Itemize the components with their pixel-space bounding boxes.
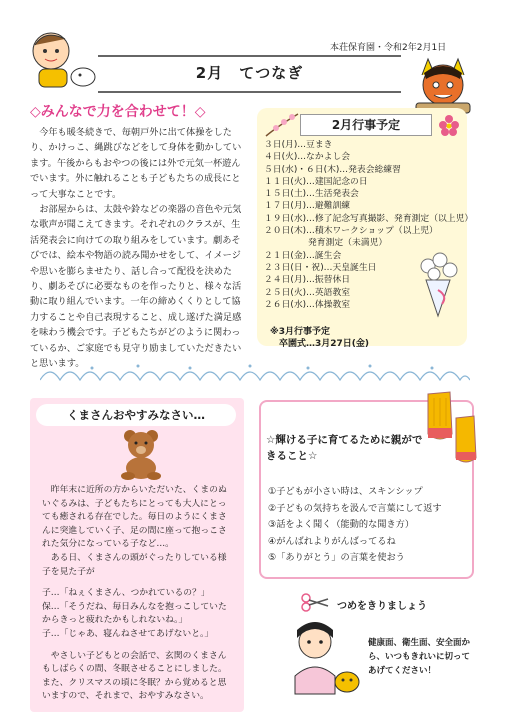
bear-title: くまさんおやすみなさい… — [36, 404, 236, 426]
dialogue-line: 子…「ねぇくまさん、つかれているの？」 — [42, 588, 210, 599]
list-item: １５日(土)…生活発表会 — [264, 189, 359, 200]
list-item: ⑤「ありがとう」の言葉を使おう — [268, 552, 405, 563]
section-body — [30, 125, 244, 372]
list-item: ２６日(水)…体操教室 — [264, 299, 351, 310]
issue-info: 本荘保育園・令和2年2月1日 — [330, 43, 447, 53]
mitten-illustration — [420, 388, 482, 470]
list-item: １９日(水)…修了記念写真撮影、発育測定（以上児） — [264, 213, 474, 224]
dialogue-line: 子…「じゃあ、寝んねさせてあげないと。」 — [42, 628, 214, 639]
note-line: 卒園式…3月27日(金) — [270, 339, 370, 349]
page-title: 2月 てつなぎ — [195, 64, 304, 82]
snowman-divider — [40, 360, 470, 386]
spacer — [42, 642, 234, 650]
list-item: ④がんばれよりがんばってるね — [268, 535, 396, 547]
teddy-bear-illustration — [110, 428, 172, 480]
list-item: ２５日(火)…英語教室 — [264, 287, 351, 298]
list-item: ３日(月)…豆まき — [264, 140, 333, 150]
list-item: ①子どもが小さい時は、スキンシップ — [268, 486, 423, 497]
scissors-icon — [300, 592, 330, 612]
flower-icon — [264, 110, 300, 138]
child-illustration — [25, 25, 97, 91]
list-item: ２３日(日・祝)…天皇誕生日 — [264, 262, 377, 273]
ume-icon — [436, 112, 462, 138]
oni-illustration — [412, 55, 474, 115]
schedule-title: 2月行事予定 — [300, 114, 432, 136]
bouquet-illustration — [412, 250, 464, 318]
list-item: ２１日(金)…誕生会 — [264, 250, 342, 261]
schedule-note — [270, 326, 369, 350]
nail-message: 健康面、衛生面、安全面から、いつもきれいに切ってあげてください！ — [368, 638, 471, 676]
spacer — [42, 579, 234, 587]
list-item: 発育測定（未満児） — [264, 238, 388, 249]
list-item: １７日(月)…避難訓練 — [264, 201, 351, 212]
list-item: ２０日(木)…積木ワークショップ（以上児） — [264, 226, 438, 237]
note-line: ※3月行事予定 — [270, 327, 331, 337]
nail-title: つめをきりましょう — [337, 601, 427, 612]
paragraph: やさしい子どもとの会話で、玄関のくまさんもしばらくの間、冬眠させることにしました。また、クリスマスの頃に冬眠？から覚めると思いますので、それまで、おやすみなさい。 — [42, 650, 227, 702]
paragraph: ある日、くまさんの頭がぐったりしている様子を見た子が — [42, 552, 227, 577]
section-title: ◇みんなで力を合わせて！◇ — [30, 104, 206, 120]
paragraph: 昨年末に近所の方からいただいた、くまのぬいぐるみは、子どもたちにとっても大人にとっても癒される存在でした。毎日のようにくまさんに突進していく子、足の間に座って抱っこされた気分になっている子など…。 — [42, 485, 227, 550]
dialogue-line: 保…「そうだね、毎日みんなを抱っこしていたからきっと疲れたかもしれないね。」 — [42, 601, 227, 626]
paragraph: お部屋からは、太鼓や鈴などの楽器の音色や元気な歌声が聞こえてきます。それぞれのクラスが、生活発表会に向けての取り組みをしています。劇あそびでは、絵本や物語の読み聞かせをして、イメージや思いを膨らませたり、話し合って配役を決めたり、劇あそびに必要なものを作ったりと、様々な活動に取り組んでいます。一年の締めくくりとして協力することや自己表現すること、成し遂げた満足感を味わう機会です。子どもたちがどのように関わっているか、ご家庭でも見守り励ましていただきたいと思います。 — [30, 204, 242, 370]
list-item: ２４日(月)…振替休日 — [264, 275, 351, 286]
list-item: ５日(水)・６日(木)…発表会総練習 — [264, 164, 401, 175]
list-item: １１日(火)…建国記念の日 — [264, 176, 368, 187]
list-item: ②子どもの気持ちを汲んで言葉にして返す — [268, 502, 442, 514]
tips-list — [268, 484, 442, 567]
list-item: ③話をよく聞く（能動的な聞き方） — [268, 519, 415, 530]
nail-clipping-illustration — [285, 620, 365, 700]
tips-title: ☆輝ける子に育てるために親ができること☆ — [266, 434, 423, 462]
paragraph: 今年も暖冬続きで、毎朝戸外に出て体操をしたり、かけっこ、縄跳びなどをして身体を動かしています。午後からもおやつの後には外で元気一杯遊んでいます。外に触れることも子どもたちの成長にとって大事なことです。 — [30, 127, 242, 200]
bear-story — [42, 484, 234, 704]
list-item: ４日(火)…なかよし会 — [264, 152, 351, 163]
